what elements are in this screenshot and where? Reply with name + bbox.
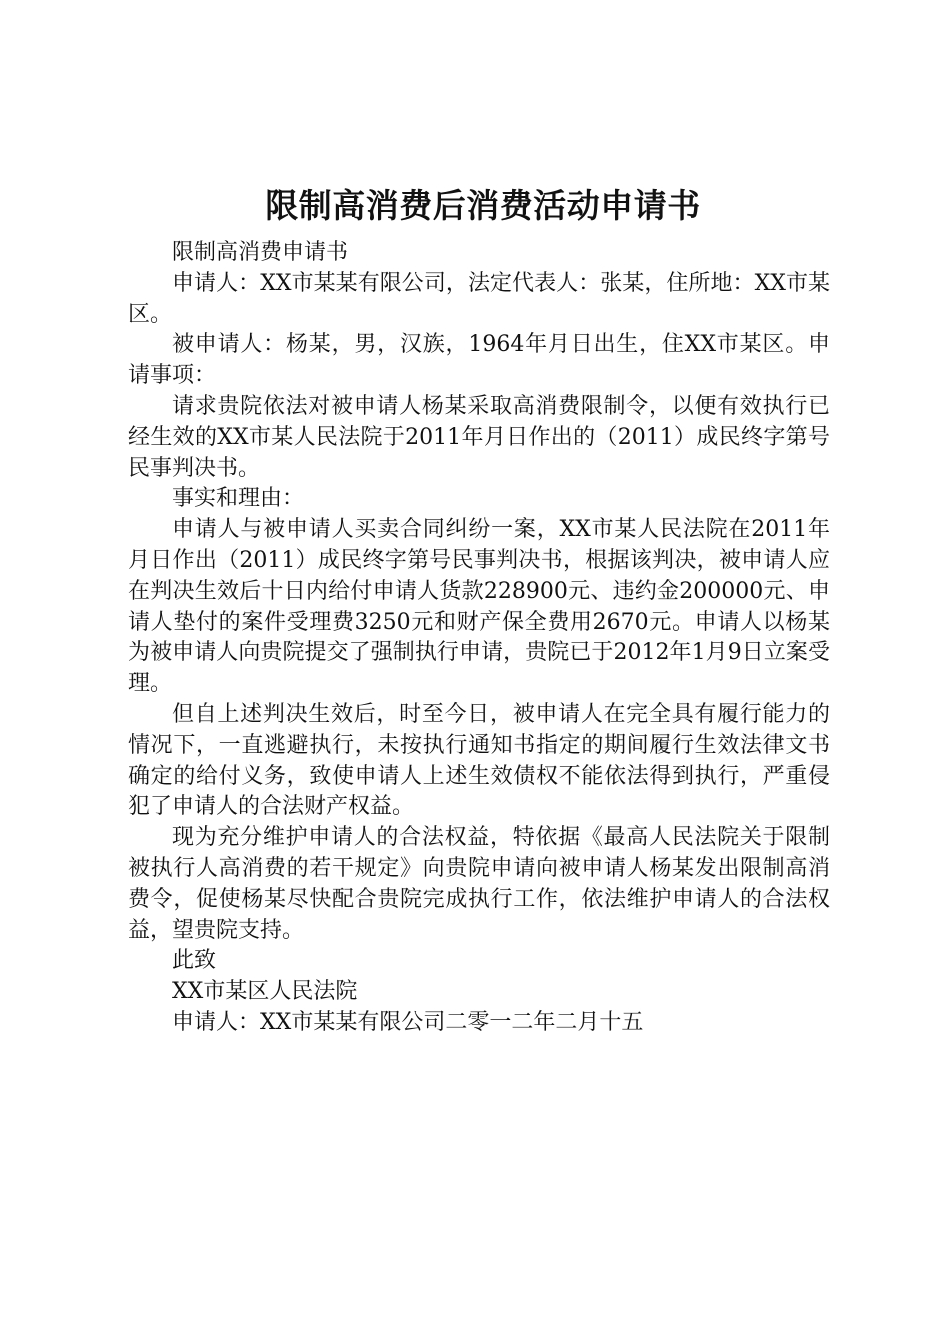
paragraph-salutation: 此致: [172, 948, 217, 974]
document-body: [128, 238, 830, 1039]
paragraph-signature: 申请人：XX市某某有限公司二零一二年二月十五: [172, 1009, 644, 1035]
paragraph-petition: 现为充分维护申请人的合法权益，特依据《最高人民法院关于限制被执行人高消费的若干规定》向贵院申请向被申请人杨某发出限制高消费令，促使杨某尽快配合贵院完成执行工作，依法维护申请人的合法权益，望贵院支持。: [128, 825, 830, 943]
paragraph-applicant: 申请人：XX市某某有限公司，法定代表人：张某，住所地：XX市某区。: [128, 270, 830, 327]
paragraph-subtitle: 限制高消费申请书: [172, 240, 349, 265]
paragraph-facts: 申请人与被申请人买卖合同纠纷一案，XX市某人民法院在2011年月日作出（2011）成民终字第号民事判决书，根据该判决，被申请人应在判决生效后十日内给付申请人货款228900元、违约金200000元、申请人垫付的案件受理费3250元和财产保全费用2670元。申请人以杨某为被申请人向贵院提交了强制执行申请，贵院已于2012年1月9日立案受理。: [128, 517, 830, 697]
paragraph-evasion: 但自上述判决生效后，时至今日，被申请人在完全具有履行能力的情况下，一直逃避执行，未按执行通知书指定的期间履行生效法律文书确定的给付义务，致使申请人上述生效债权不能依法得到执行，严重侵犯了申请人的合法财产权益。: [128, 701, 830, 820]
paragraph-request: 请求贵院依法对被申请人杨某采取高消费限制令，以便有效执行已经生效的XX市某人民法院于2011年月日作出的（2011）成民终字第号民事判决书。: [128, 393, 830, 481]
paragraph-respondent: 被申请人：杨某，男，汉族，1964年月日出生，住XX市某区。申请事项：: [128, 332, 830, 389]
paragraph-recipient-court: XX市某区人民法院: [172, 979, 358, 1005]
document-title: 限制高消费后消费活动申请书: [265, 186, 701, 225]
document-page: [128, 180, 830, 1039]
paragraph-facts-heading: 事实和理由：: [172, 486, 305, 512]
